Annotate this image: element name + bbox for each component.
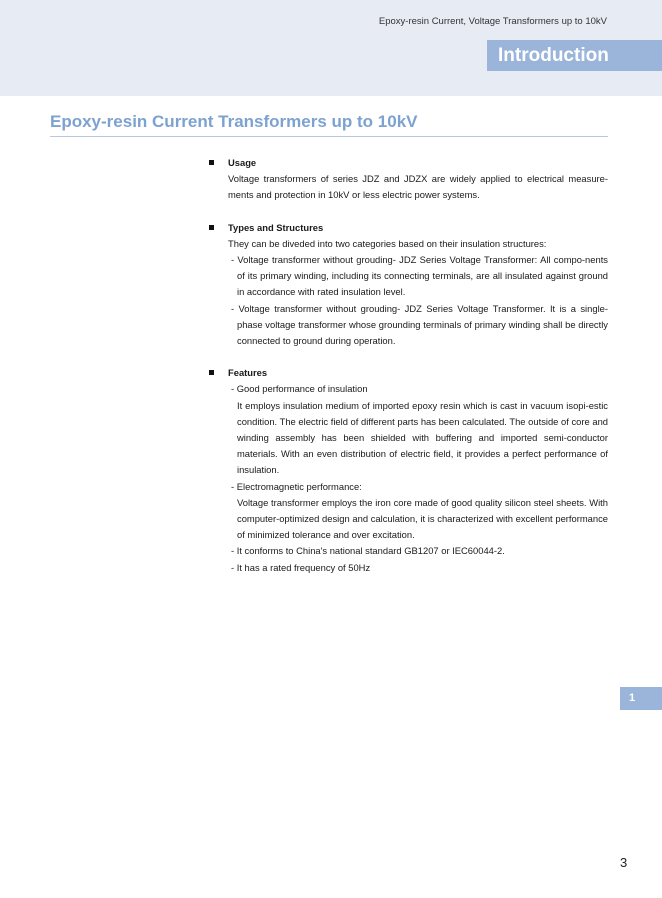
header-band	[0, 0, 662, 96]
chapter-tab: 1	[620, 687, 662, 710]
types-section	[228, 220, 608, 350]
types-intro: They can be diveded into two categories based on their insulation structures:	[228, 237, 547, 249]
insulation-text: It employs insulation medium of imported epoxy resin which is cast in vacuum isopi-estic condition. The electric field of different parts has been calculated. The outside of core and winding assembly has been shielded with buffering and imported semi-conductor materials. With an even distribution of electric field, it provides a perfect performance of insulation.	[237, 399, 608, 476]
header-caption: Epoxy-resin Current, Voltage Transformers up to 10kV	[378, 16, 607, 27]
page-number: 3	[620, 855, 628, 870]
em-text: Voltage transformer employs the iron core made of good quality silicon steel sheets. With computer-optimized design and calculation, it is characterized with excellent performance of minimized tolerance and over excitation.	[237, 496, 608, 541]
insulation-title: - Good performance of insulation	[231, 383, 368, 395]
usage-section	[228, 155, 608, 204]
list-item: - Voltage transformer without grouding- JDZ Series Voltage Transformer: All compo-nents of its primary winding, including its connecting terminals, are all insulated against ground in accordance with rated insulation level.	[231, 254, 608, 298]
types-heading: Types and Structures	[228, 221, 324, 233]
list-item: - Voltage transformer without grouding- JDZ Series Voltage Transformer. It is a single-phase voltage transformer whose grounding terminals of primary winding shall be directly connected to ground during operation.	[231, 302, 608, 347]
section-tab: Introduction	[487, 40, 662, 71]
frequency-item: - It has a rated frequency of 50Hz	[231, 561, 371, 573]
bullet-icon	[209, 225, 214, 230]
content-body	[228, 155, 608, 592]
em-title: - Electromagnetic performance:	[231, 480, 362, 492]
bullet-icon	[209, 160, 214, 165]
features-heading: Features	[228, 367, 268, 379]
title-divider	[50, 136, 608, 137]
bullet-icon	[209, 370, 214, 375]
page-title: Epoxy-resin Current Transformers up to 10kV	[50, 112, 418, 131]
standard-item: - It conforms to China's national standard GB1207 or IEC60044-2.	[231, 545, 505, 557]
usage-text: Voltage transformers of series JDZ and JDZX are widely applied to electrical measure-ments and protection in 10kV or less electric power systems.	[228, 173, 608, 201]
usage-heading: Usage	[228, 157, 257, 168]
features-section	[228, 365, 608, 576]
